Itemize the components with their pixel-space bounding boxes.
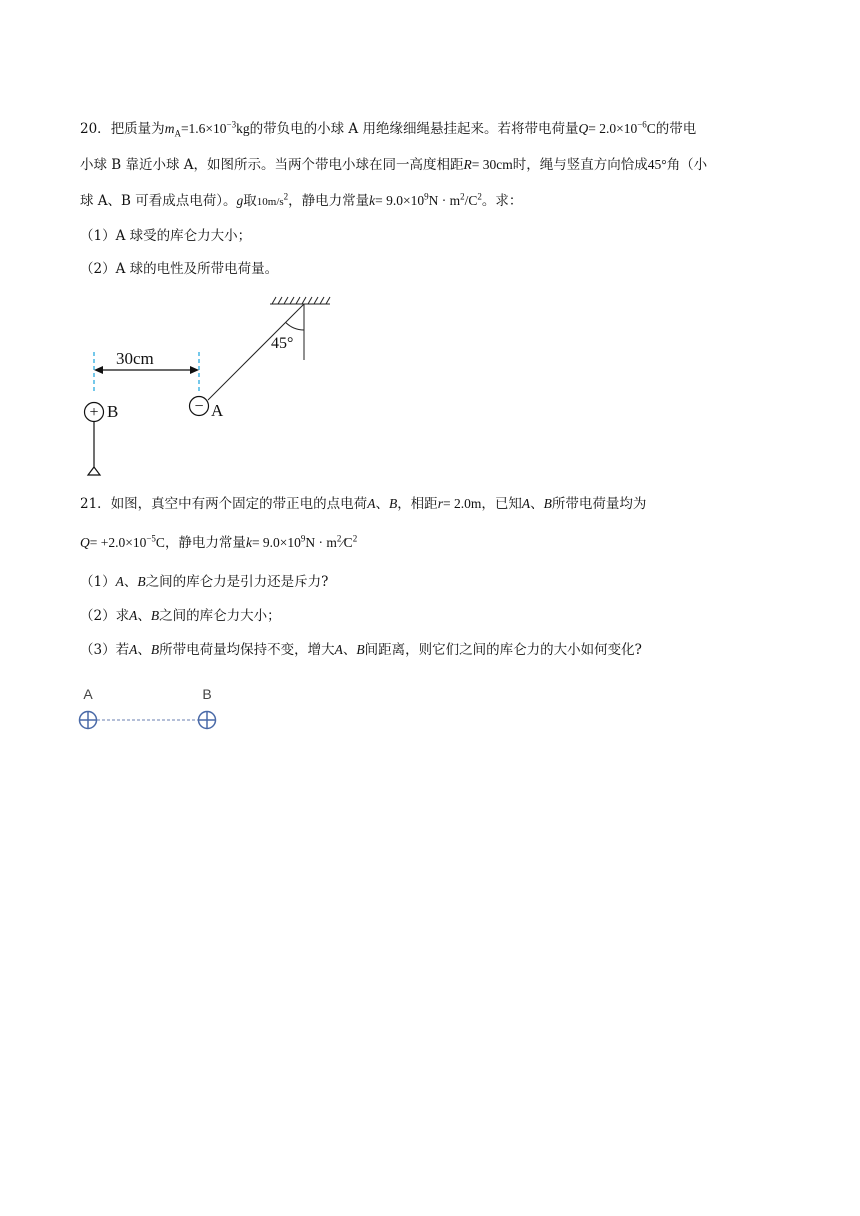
q21-figure bbox=[76, 684, 226, 734]
q20-subquestion-1: （1）A 球受的库仑力大小； bbox=[80, 228, 252, 244]
distance-label: 30cm bbox=[116, 349, 154, 368]
ball-a-sign: − bbox=[194, 398, 204, 415]
q21-line-2: $Q= +2.0\times 10^{-5}C$，静电力常量$k= 9.0\times 10^9N$ · $m^2⁄C^2$ bbox=[80, 533, 358, 551]
q20-figure bbox=[76, 290, 376, 480]
stand-base bbox=[88, 467, 100, 475]
ball-a-label: A bbox=[211, 401, 224, 420]
charge-a-label: A bbox=[83, 686, 93, 702]
arrow-head-right bbox=[190, 366, 199, 374]
q20-line-3: 球 A、B 可看成点电荷）。g取$10m/s^2$，静电力常量$k= 9.0\times 10^9N \cdot m^2/C^2$。求： bbox=[80, 191, 523, 209]
charge-b bbox=[199, 712, 216, 729]
q20-line-2: 小球 B 靠近小球 A，如图所示。当两个带电小球在同一高度相距R= 30cm时，绳与竖直方向恰成45°角（小 bbox=[80, 157, 708, 173]
q21-subquestion-1: （1）A、B之间的库仑力是引力还是斥力? bbox=[80, 574, 329, 590]
arrow-head-left bbox=[94, 366, 103, 374]
q20-number: 20． bbox=[80, 121, 111, 137]
ball-b-sign: + bbox=[89, 404, 99, 421]
q20-subquestion-2: （2）A 球的电性及所带电荷量。 bbox=[80, 261, 279, 277]
q21-line-1: 21．如图，真空中有两个固定的带正电的点电荷A、B，相距r= 2.0m，已知A、B所带电荷量均为 bbox=[80, 496, 647, 512]
ceiling-hatch bbox=[270, 297, 330, 304]
string bbox=[208, 304, 304, 400]
q21-subquestion-3: （3）若A、B所带电荷量均保持不变，增大A、B间距离，则它们之间的库仑力的大小如何变化? bbox=[80, 642, 642, 658]
charge-b-label: B bbox=[202, 686, 212, 702]
q21-number: 21． bbox=[80, 496, 111, 512]
q20-line-1: 20．把质量为$m_A=1.6\times 10^{-3}kg$的带负电的小球 A 用绝缘细绳悬挂起来。若将带电荷量$Q= 2.0\times 10^{-6}C$的带电 bbox=[80, 119, 697, 139]
charge-a bbox=[80, 712, 97, 729]
angle-arc bbox=[286, 322, 304, 330]
ball-b-label: B bbox=[107, 402, 119, 421]
q21-subquestion-2: （2）求A、B之间的库仑力大小； bbox=[80, 608, 281, 624]
angle-label: 45° bbox=[271, 335, 294, 352]
